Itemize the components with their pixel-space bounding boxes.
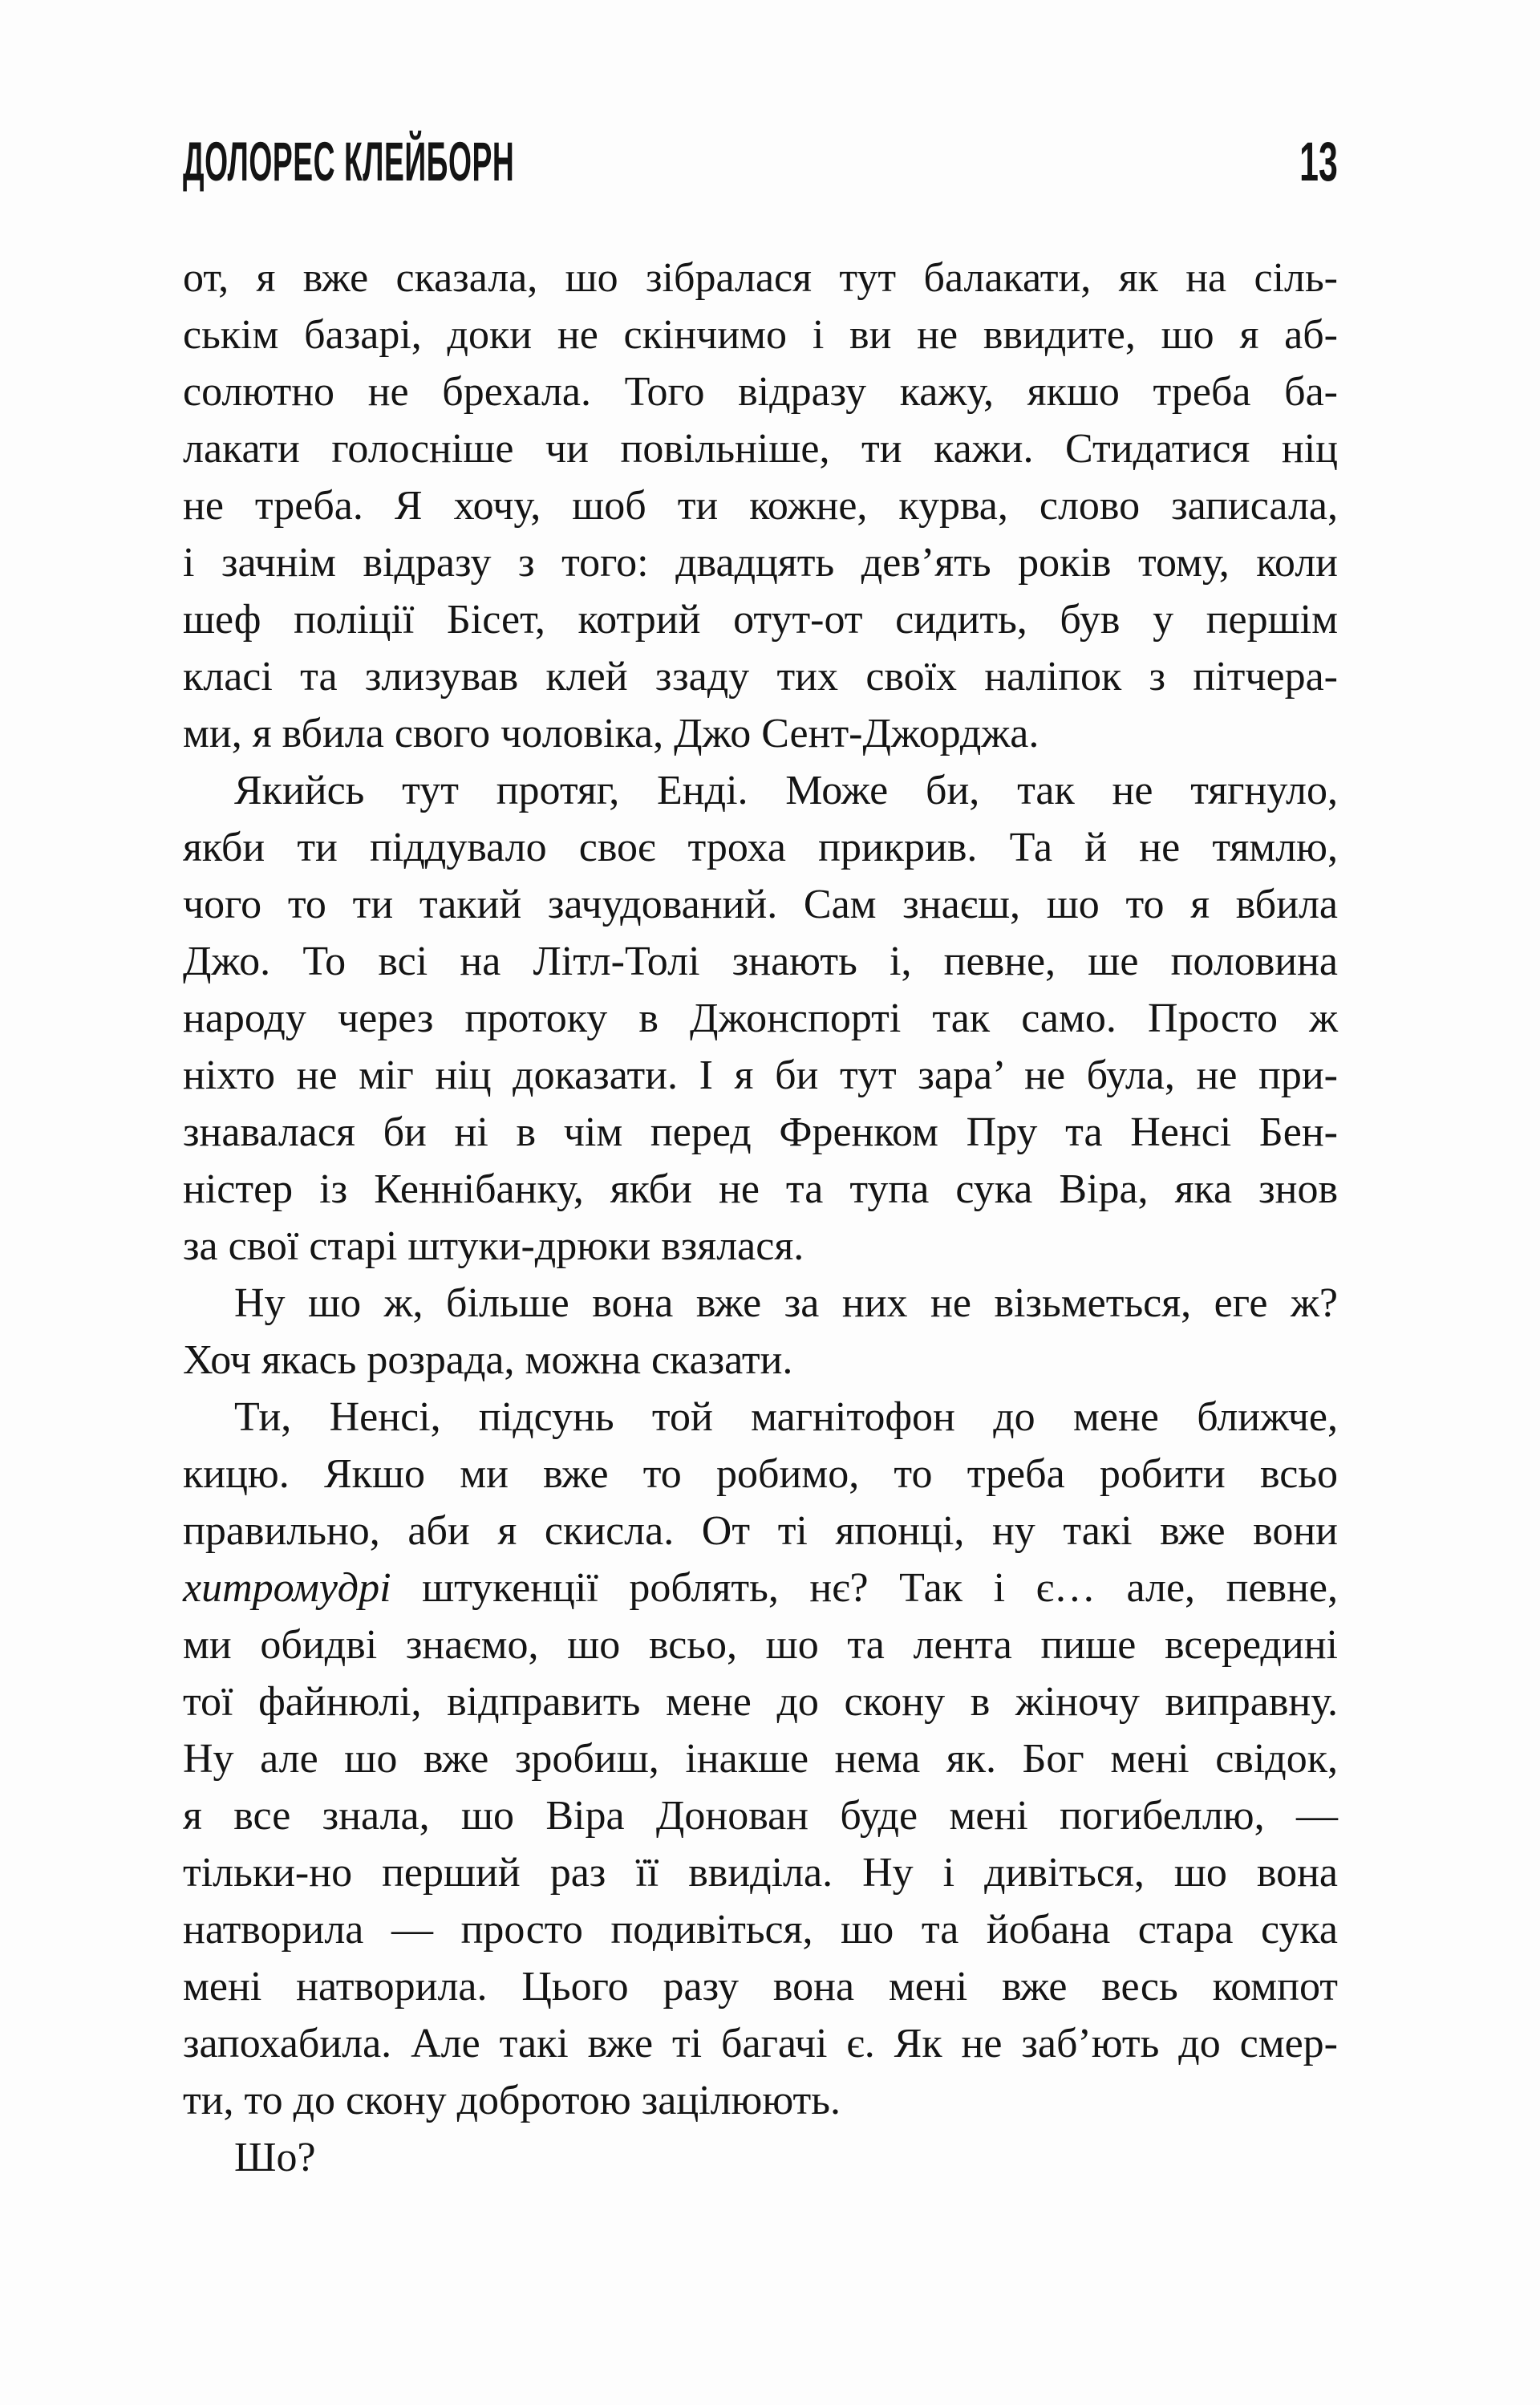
text-line: шеф поліції Бісет, котрий отут-от сидить, був у першім: [183, 597, 1338, 643]
paragraph: [183, 249, 1338, 762]
text-line: лакати голосніше чи повільніше, ти кажи. Стидатися ніц: [183, 426, 1338, 472]
paragraph: [183, 1389, 1338, 2129]
text-line: Ну шо ж, більше вона вже за них не візьметься, еге ж?: [234, 1280, 1338, 1326]
paragraph: [183, 1275, 1338, 1389]
text-line: натворила — просто подивіться, шо та йобана стара сука: [183, 1907, 1338, 1953]
running-title: ДОЛОРЕС КЛЕЙБОРН: [183, 131, 515, 193]
text-line: кицю. Якшо ми вже то робимо, то треба робити всьо: [183, 1451, 1338, 1497]
text-line: класі та злизував клей ззаду тих своїх наліпок з пітчера-: [183, 654, 1338, 700]
text-line: солютно не брехала. Того відразу кажу, якшо треба ба-: [183, 369, 1338, 415]
text-line: ти, то до скону добротою зацілюють.: [183, 2078, 841, 2123]
text-line: тільки-но перший раз її ввиділа. Ну і дивіться, шо вона: [183, 1850, 1338, 1896]
italic-text: хитромудрі: [183, 1565, 423, 1611]
page-number: 13: [1299, 131, 1338, 193]
body-text: [183, 249, 1338, 2186]
text-line: народу через протоку в Джонспорті так само. Просто ж: [183, 996, 1338, 1041]
text-line: чого то ти такий зачудований. Сам знаєш, шо то я вбила: [183, 882, 1338, 927]
text-line: Якийсь тут протяг, Енді. Може би, так не тягнуло,: [234, 768, 1338, 813]
text-line: Шо?: [234, 2135, 316, 2180]
paragraph: [183, 2129, 1338, 2186]
text-line: за свої старі штуки-дрюки взялася.: [183, 1223, 804, 1269]
text-line: правильно, аби я скисла. От ті японці, ну такі вже вони: [183, 1508, 1338, 1554]
text-line: ськім базарі, доки не скінчимо і ви не ввидите, шо я аб-: [183, 312, 1338, 358]
text-line: я все знала, шо Віра Донован буде мені погибеллю, —: [183, 1793, 1338, 1839]
text-line: от, я вже сказала, шо зібралася тут балакати, як на сіль-: [183, 255, 1338, 301]
text-line: якби ти піддувало своє троха прикрив. Та й не тямлю,: [183, 825, 1338, 870]
text-line: запохабила. Але такі вже ті багачі є. Як не заб’ють до смер-: [183, 2021, 1338, 2066]
text-line: ми обидві знаємо, шо всьо, шо та лента пише всередині: [183, 1622, 1338, 1668]
text-line: Хоч якась розрада, можна сказати.: [183, 1337, 793, 1383]
text-line: не треба. Я хочу, шоб ти кожне, курва, слово записала,: [183, 483, 1338, 529]
paragraph: [183, 762, 1338, 1275]
text-line: Ти, Ненсі, підсунь той магнітофон до мене ближче,: [234, 1394, 1338, 1440]
text-line: Ну але шо вже зробиш, інакше нема як. Бог мені свідок,: [183, 1736, 1338, 1782]
text-line: ми, я вбила свого чоловіка, Джо Сент-Джорджа.: [183, 711, 1040, 756]
text-segment: штукенції роблять, нє? Так і є… але, певне,: [422, 1565, 1338, 1611]
text-line: знавалася би ні в чім перед Френком Пру та Ненсі Бен-: [183, 1109, 1338, 1155]
text-line: і зачнім відразу з того: двадцять дев’ять років тому, коли: [183, 540, 1338, 586]
text-line: Джо. То всі на Літл-Толі знають і, певне, ше половина: [183, 939, 1338, 984]
text-line: ніхто не міг ніц доказати. І я би тут зара’ не була, не при-: [183, 1052, 1338, 1098]
text-line: [183, 1559, 1338, 1616]
text-line: ністер із Кеннібанку, якби не та тупа сука Віра, яка знов: [183, 1166, 1338, 1212]
text-line: тої файнюлі, відправить мене до скону в жіночу виправну.: [183, 1679, 1338, 1725]
text-line: мені натворила. Цього разу вона мені вже весь компот: [183, 1964, 1338, 2010]
